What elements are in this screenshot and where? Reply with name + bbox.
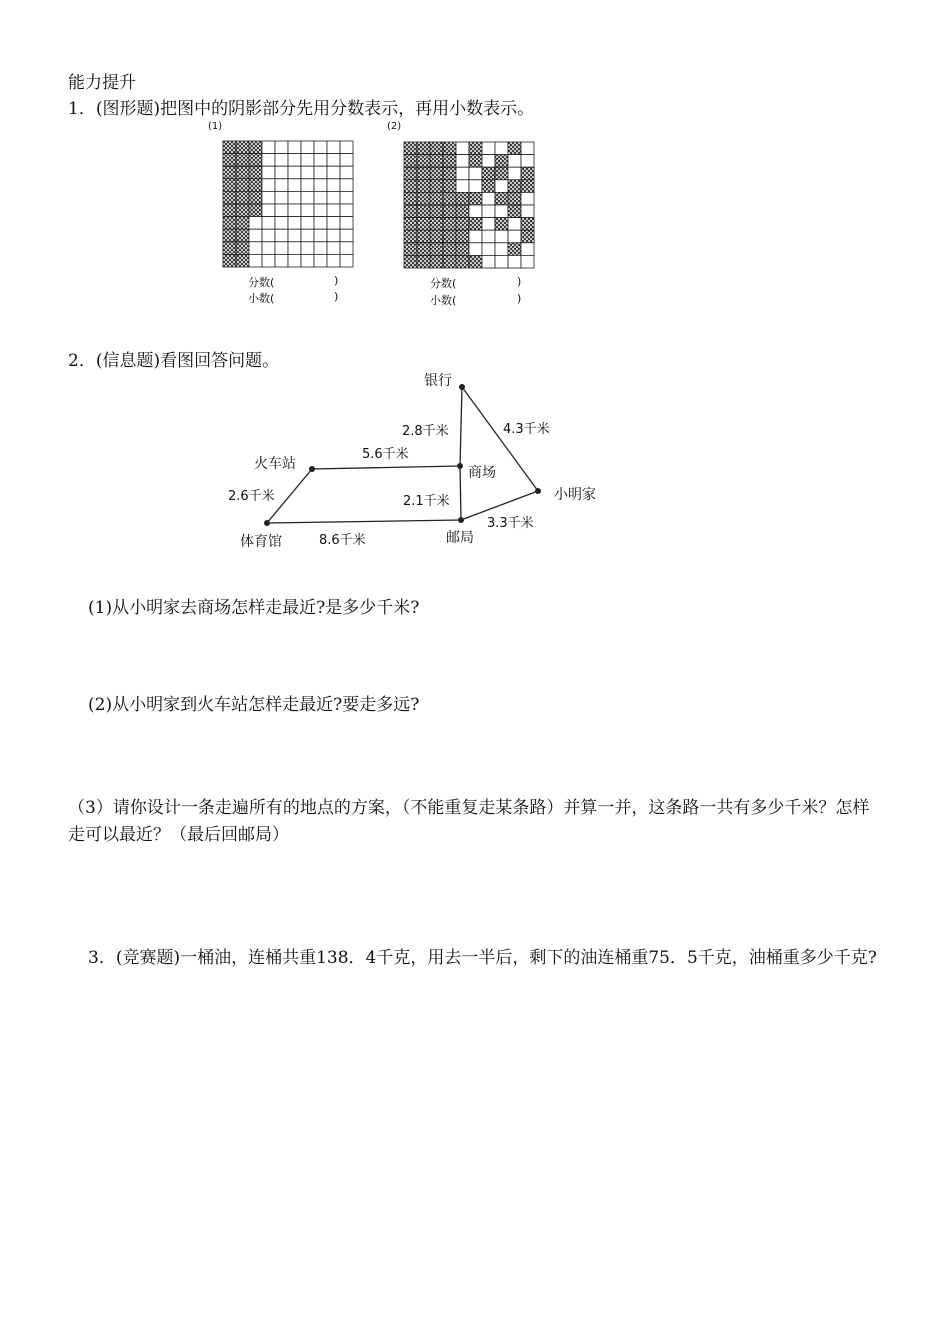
- grid-2-fraction-close: ): [517, 275, 522, 288]
- route-map: [0, 0, 950, 560]
- node-home: [535, 488, 541, 494]
- grid-1-fraction-label: 分数(: [248, 276, 275, 289]
- question-1-text: 1．(图形题)把图中的阴影部分先用分数表示，再用小数表示。: [68, 99, 535, 119]
- dist-gym-post: 8.6千米: [319, 533, 366, 548]
- road-mall-bank: [460, 387, 462, 466]
- road-gym-post: [267, 520, 461, 523]
- place-gym: 体育馆: [240, 534, 282, 550]
- grid-2-label: (2): [387, 121, 402, 132]
- grid-1-decimal-label: 小数(: [248, 292, 275, 305]
- dist-mall-bank: 2.8千米: [402, 424, 449, 439]
- node-station: [309, 466, 315, 472]
- grid-1-label: (1): [208, 121, 223, 132]
- question-3-text: 3．(竞赛题)一桶油，连桶共重138．4千克，用去一半后，剩下的油连桶重75．5千克，油桶重多少千克?: [88, 948, 877, 968]
- question-2-text: 2．(信息题)看图回答问题。: [68, 351, 280, 371]
- road-station-mall: [312, 466, 460, 469]
- place-bank: 银行: [424, 373, 452, 389]
- question-2-sub-3: （3）请你设计一条走遍所有的地点的方案，（不能重复走某条路）并算一并，这条路一共有多少千米？怎样走可以最近？（最后回邮局）: [68, 798, 870, 845]
- place-home: 小明家: [554, 487, 596, 503]
- question-2-sub-1: (1)从小明家去商场怎样走最近?是多少千米?: [88, 598, 420, 618]
- grid-1-decimal-close: ): [334, 290, 339, 303]
- section-title: 能力提升: [68, 73, 136, 93]
- dist-station-gym: 2.6千米: [228, 489, 275, 504]
- dist-station-mall: 5.6千米: [362, 447, 409, 462]
- dist-post-home: 3.3千米: [487, 516, 534, 531]
- grid-1-fraction-close: ): [334, 274, 339, 287]
- place-station: 火车站: [254, 456, 296, 472]
- dist-mall-post: 2.1千米: [403, 494, 450, 509]
- place-post: 邮局: [446, 530, 474, 546]
- question-2-sub-2: (2)从小明家到火车站怎样走最近?要走多远?: [88, 695, 420, 715]
- road-mall-post: [460, 466, 461, 520]
- grid-2-decimal-close: ): [517, 292, 522, 305]
- grid-2-fraction-label: 分数(: [430, 277, 457, 290]
- node-gym: [264, 520, 270, 526]
- node-post: [458, 517, 464, 523]
- dist-bank-home: 4.3千米: [503, 422, 550, 437]
- node-bank: [459, 384, 465, 390]
- place-mall: 商场: [468, 465, 496, 481]
- node-mall: [457, 463, 463, 469]
- grid-2-decimal-label: 小数(: [430, 294, 457, 307]
